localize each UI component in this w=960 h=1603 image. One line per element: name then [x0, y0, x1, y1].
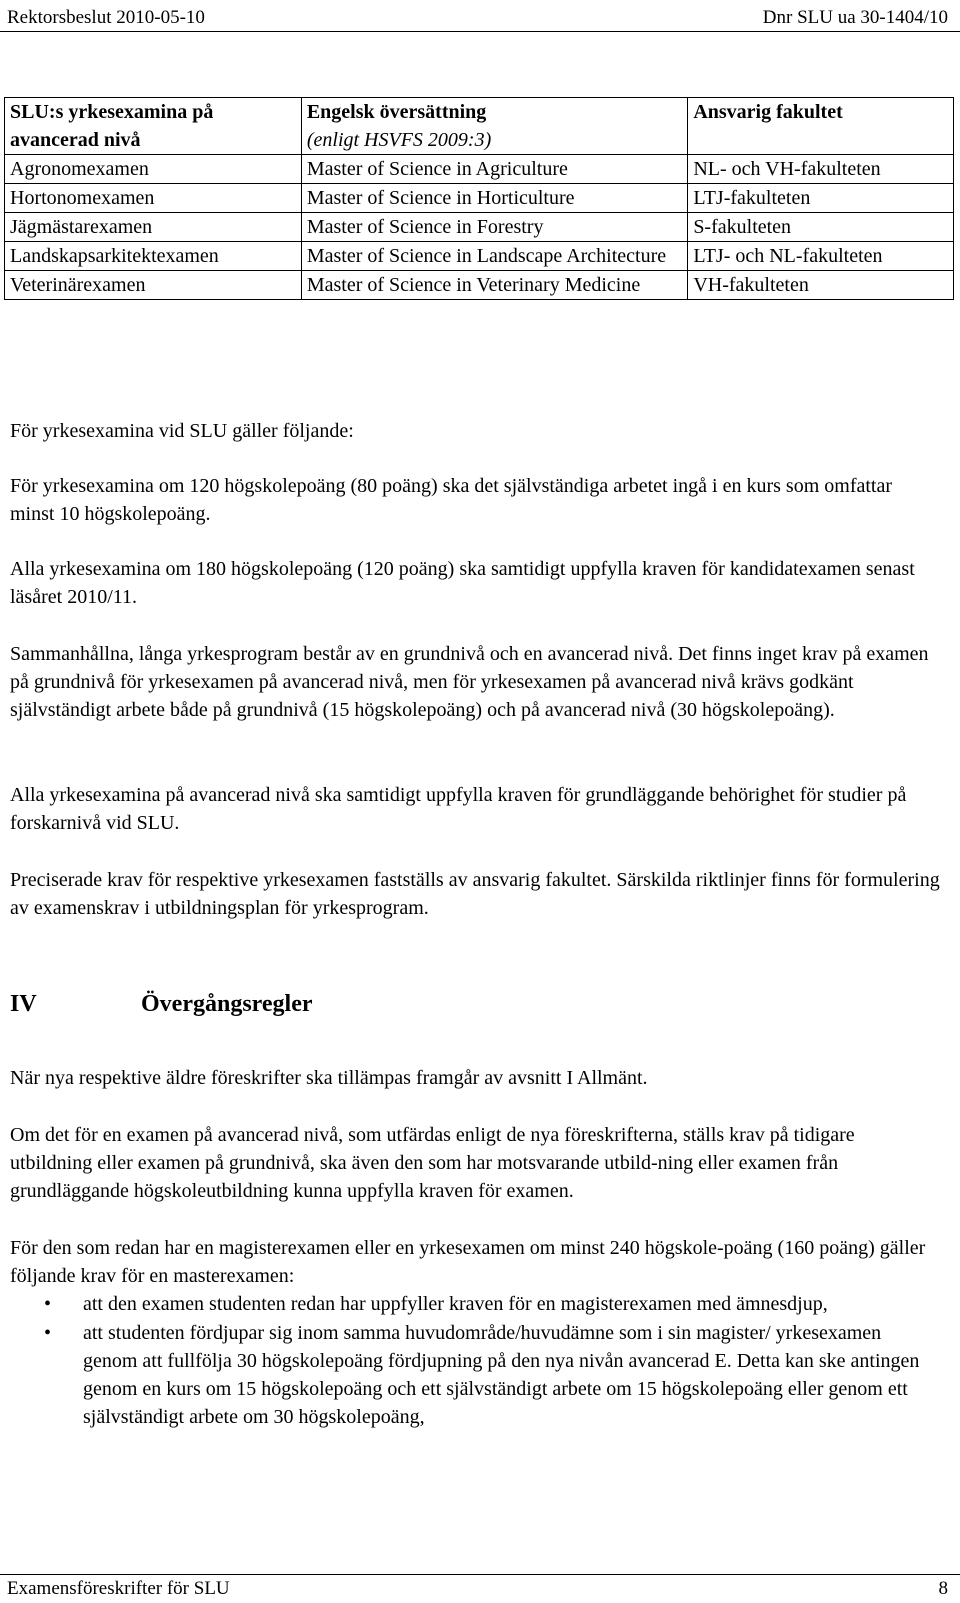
header-english-translation-title: Engelsk översättning	[306, 101, 487, 123]
list-item	[10, 1319, 940, 1431]
list-item-text: att studenten fördjupar sig inom samma huvudområde/huvudämne som i sin magister/ yrkesexamen genom att fullfölja 30 högskolepoäng fördjupning på den nya nivån avancerad E. Detta kan ske antingen genom en kurs om 15 högskolepoäng och ett självständigt arbete om 15 högskolepoäng eller genom ett självständigt arbete om 30 högskolepoäng,	[83, 1322, 920, 1428]
header-swedish-degree: SLU:s yrkesexamina på avancerad nivå	[5, 98, 302, 155]
translation-cell: Master of Science in Forestry	[301, 213, 687, 242]
translation-cell: Master of Science in Landscape Architecture	[301, 242, 687, 271]
paragraph-faculty-requirements: Preciserade krav för respektive yrkesexamen fastställs av ansvarig fakultet. Särskilda riktlinjer finns för formulering av examenskrav i utbildningsplan för yrkesprogram.	[10, 869, 940, 919]
paragraph-master-requirements: För den som redan har en magisterexamen eller en yrkesexamen om minst 240 högskole-poäng (160 poäng) gäller följande krav för en masterexamen:	[10, 1237, 926, 1287]
header-reference-number: Dnr SLU ua 30-1404/10	[762, 7, 948, 28]
faculty-cell: S-fakulteten	[688, 213, 954, 242]
degree-table	[4, 97, 954, 300]
footer-document-title: Examensföreskrifter för SLU	[7, 1578, 230, 1599]
header-english-translation-source: (enligt HSVFS 2009:3)	[306, 129, 492, 151]
requirements-list	[10, 1290, 940, 1431]
degree-cell: Veterinärexamen	[5, 271, 302, 300]
table-row	[5, 155, 954, 184]
paragraph-120-credits: För yrkesexamina om 120 högskolepoäng (80 poäng) ska det självständiga arbetet ingå i en kurs som omfattar minst 10 högskolepoäng.	[10, 475, 893, 525]
table-row	[5, 213, 954, 242]
header-english-translation	[301, 98, 687, 155]
page-number: 8	[938, 1578, 948, 1599]
translation-cell: Master of Science in Veterinary Medicine	[301, 271, 687, 300]
degree-cell: Jägmästarexamen	[5, 213, 302, 242]
paragraph-intro: För yrkesexamina vid SLU gäller följande:	[10, 420, 354, 442]
section-number: IV	[10, 991, 37, 1017]
table-row	[5, 242, 954, 271]
faculty-cell: NL- och VH-fakulteten	[688, 155, 954, 184]
table-row	[5, 184, 954, 213]
degree-cell: Landskapsarkitektexamen	[5, 242, 302, 271]
paragraph-180-credits: Alla yrkesexamina om 180 högskolepoäng (120 poäng) ska samtidigt uppfylla kraven för kandidatexamen senast läsåret 2010/11.	[10, 558, 915, 608]
degree-cell: Agronomexamen	[5, 155, 302, 184]
paragraph-integrated-programmes: Sammanhållna, långa yrkesprogram består av en grundnivå och en avancerad nivå. Det finns inget krav på examen på grundnivå för yrkesexamen på avancerad nivå, men för yrkesexamen på avancerad nivå krävs godkänt självständigt arbete både på grundnivå (15 högskolepoäng) och på avancerad nivå (30 högskolepoäng).	[10, 643, 929, 721]
list-item	[10, 1290, 940, 1318]
faculty-cell: VH-fakulteten	[688, 271, 954, 300]
table-row	[5, 271, 954, 300]
table-header-row	[5, 98, 954, 155]
translation-cell: Master of Science in Agriculture	[301, 155, 687, 184]
faculty-cell: LTJ-fakulteten	[688, 184, 954, 213]
faculty-cell: LTJ- och NL-fakulteten	[688, 242, 954, 271]
header-responsible-faculty: Ansvarig fakultet	[688, 98, 954, 155]
section-title: Övergångsregler	[141, 991, 313, 1017]
paragraph-previous-education: Om det för en examen på avancerad nivå, som utfärdas enligt de nya föreskrifterna, ställs krav på tidigare utbildning eller examen på grundnivå, ska även den som har motsvarande utbild-ning eller examen från grundläggande högskoleutbildning kunna uppfylla kraven för examen.	[10, 1124, 855, 1202]
bullet-icon: •	[44, 1322, 52, 1344]
degree-cell: Hortonomexamen	[5, 184, 302, 213]
list-item-text: att den examen studenten redan har uppfyller kraven för en magisterexamen med ämnesdjup,	[83, 1293, 828, 1315]
paragraph-research-eligibility: Alla yrkesexamina på avancerad nivå ska samtidigt uppfylla kraven för grundläggande behörighet för studier på forskarnivå vid SLU.	[10, 784, 907, 834]
bullet-icon: •	[44, 1293, 52, 1315]
translation-cell: Master of Science in Horticulture	[301, 184, 687, 213]
header-decision-date: Rektorsbeslut 2010-05-10	[7, 7, 205, 28]
paragraph-when-applied: När nya respektive äldre föreskrifter ska tillämpas framgår av avsnitt I Allmänt.	[10, 1067, 648, 1089]
page-header	[7, 4, 948, 30]
header-divider	[0, 31, 960, 32]
